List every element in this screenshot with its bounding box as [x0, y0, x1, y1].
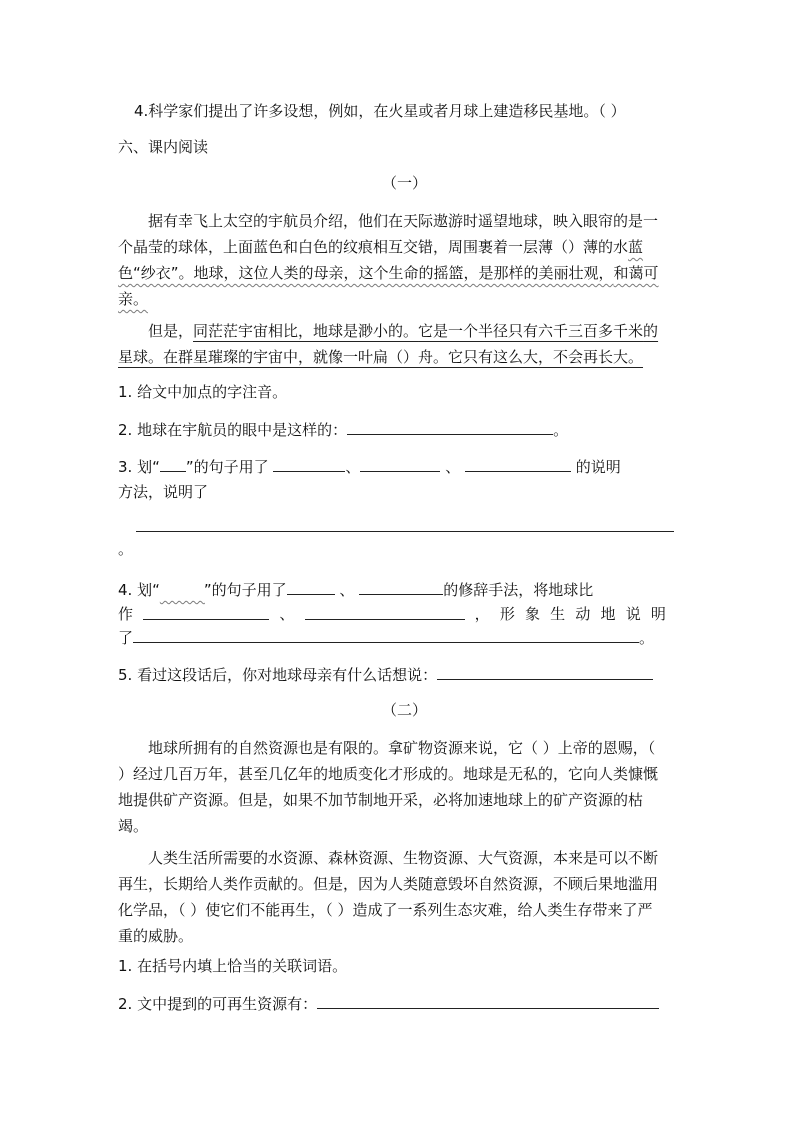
question-4-comma: ，	[474, 605, 490, 623]
question-3-sep-2: 、	[445, 458, 461, 476]
question-4-end: 。	[639, 629, 655, 647]
question-3-answer-blank-3[interactable]	[465, 455, 571, 472]
part-two-question-2-answer-blank[interactable]	[317, 992, 659, 1009]
paragraph-2-underlined-sentence-a: 同茫茫宇宙相比，地球是渺小的。	[193, 322, 419, 340]
paragraph-1-text: 据有幸飞上太空的宇航员介绍，他们在天际遨游时遥望地球，映入眼帘的是一个晶莹的球体，上面蓝色和白色的纹痕相互交错，周围裹着一层薄（）薄的水	[118, 212, 659, 256]
question-4-answer-blank-3[interactable]	[143, 603, 269, 620]
question-3-long-answer-line[interactable]	[136, 531, 674, 532]
question-4-sep-1: 、	[339, 581, 355, 599]
question-4-text-a: 4. 划“	[118, 581, 160, 599]
question-4-char-k: 动	[575, 605, 591, 623]
question-5-answer-blank[interactable]	[437, 663, 653, 680]
true-false-question-4: 4.科学家们提出了许多设想，例如，在火星或者月球上建造移民基地。（ ）	[134, 102, 626, 120]
question-3-sep-1: 、	[345, 458, 361, 476]
question-4-char-n: 明	[650, 605, 666, 623]
question-4-wavy-mark	[160, 579, 204, 601]
question-2-end: 。	[553, 421, 569, 439]
question-1: 1. 给文中加点的字注音。	[118, 383, 288, 401]
question-4-answer-blank-2[interactable]	[359, 578, 443, 595]
part-one-paragraph-1	[118, 208, 666, 312]
question-2-label: 2. 地球在宇航员的眼中是这样的：	[118, 421, 348, 439]
question-2-answer-blank[interactable]	[347, 418, 553, 435]
question-4-answer-blank-4[interactable]	[305, 603, 465, 620]
question-4-sep-2: 、	[279, 605, 295, 623]
part-two-question-2	[118, 992, 659, 1015]
question-4-text-o: 了	[118, 629, 134, 647]
question-4-char-l: 地	[600, 605, 616, 623]
question-4-char-j: 生	[550, 605, 566, 623]
question-3-end: 。	[118, 540, 134, 558]
question-5-label: 5. 看过这段话后，你对地球母亲有什么话想说：	[118, 666, 438, 684]
question-3-text-e: 的说明	[575, 458, 621, 476]
paragraph-1-wavy-sentence: 蓝色“纱衣”。地球，这位人类的母亲，这个生命的摇篮，是那样的美丽壮观，	[118, 238, 644, 282]
question-4-text-d: 的修辞手法，将地球比	[443, 581, 594, 599]
question-3-continued: 方法，说明了	[118, 483, 209, 501]
paragraph-2-underlined-sentence-c: 的星球。在群星璀璨的宇宙中，就像一叶扁（）舟。它只有这么大，不会再长大。	[118, 322, 659, 366]
part-two-paragraph-2: 人类生活所需要的水资源、森林资源、生物资源、大气资源，本来是可以不断再生，长期给人类作贡献的。但是，因为人类随意毁坏自然资源，不顾后果地滥用化学品，（ ）使它们不能再生，（ ）造成了一系列生态灾难，给人类生存带来了严重的威胁。	[118, 849, 659, 945]
question-4-line-2	[118, 603, 666, 625]
question-4	[118, 578, 593, 601]
question-4-text-b: ”的句子用了	[203, 581, 287, 599]
question-4-line-3	[118, 626, 654, 649]
question-4-char-i: 象	[525, 605, 541, 623]
question-4-answer-blank-1[interactable]	[287, 578, 335, 595]
question-3-text-b: ”的句子用了	[185, 458, 269, 476]
question-4-char-m: 说	[625, 605, 641, 623]
question-3-mark-blank	[160, 455, 186, 472]
paragraph-2-text: 但是，	[148, 322, 194, 340]
paragraph-1-wavy-sentence-end: 和蔼可亲。	[118, 264, 659, 308]
part-one-paragraph-2	[118, 318, 666, 370]
question-4-answer-blank-5[interactable]	[133, 626, 639, 643]
part-two-question-1: 1. 在括号内填上恰当的关联词语。	[118, 957, 348, 975]
part-two-paragraph-1: 地球所拥有的自然资源也是有限的。拿矿物资源来说，它（ ）上帝的恩赐，（ ）经过几百万年，甚至几亿年的地质变化才形成的。地球是无私的，它向人类慷慨地提供矿产资源。但是，如果不加节制地开采，必将加速地球上的矿产资源的枯竭。	[118, 739, 659, 835]
question-2	[118, 418, 568, 441]
question-3-text-a: 3. 划“	[118, 458, 160, 476]
part-two-question-2-label: 2. 文中提到的可再生资源有：	[118, 995, 318, 1013]
question-3-answer-blank-1[interactable]	[273, 455, 345, 472]
question-4-char-h: 形	[499, 605, 515, 623]
section-six-title: 六、课内阅读	[118, 138, 209, 156]
question-3-answer-blank-2[interactable]	[360, 455, 440, 472]
question-3	[118, 455, 621, 478]
question-5	[118, 663, 653, 686]
paragraph-2-underlined-sentence-b: 它是一个半径只有六千三百多千米	[418, 322, 644, 340]
part-two-title: （二）	[382, 701, 428, 719]
part-one-title: （一）	[382, 174, 428, 192]
question-4-text-e: 作	[118, 605, 134, 623]
